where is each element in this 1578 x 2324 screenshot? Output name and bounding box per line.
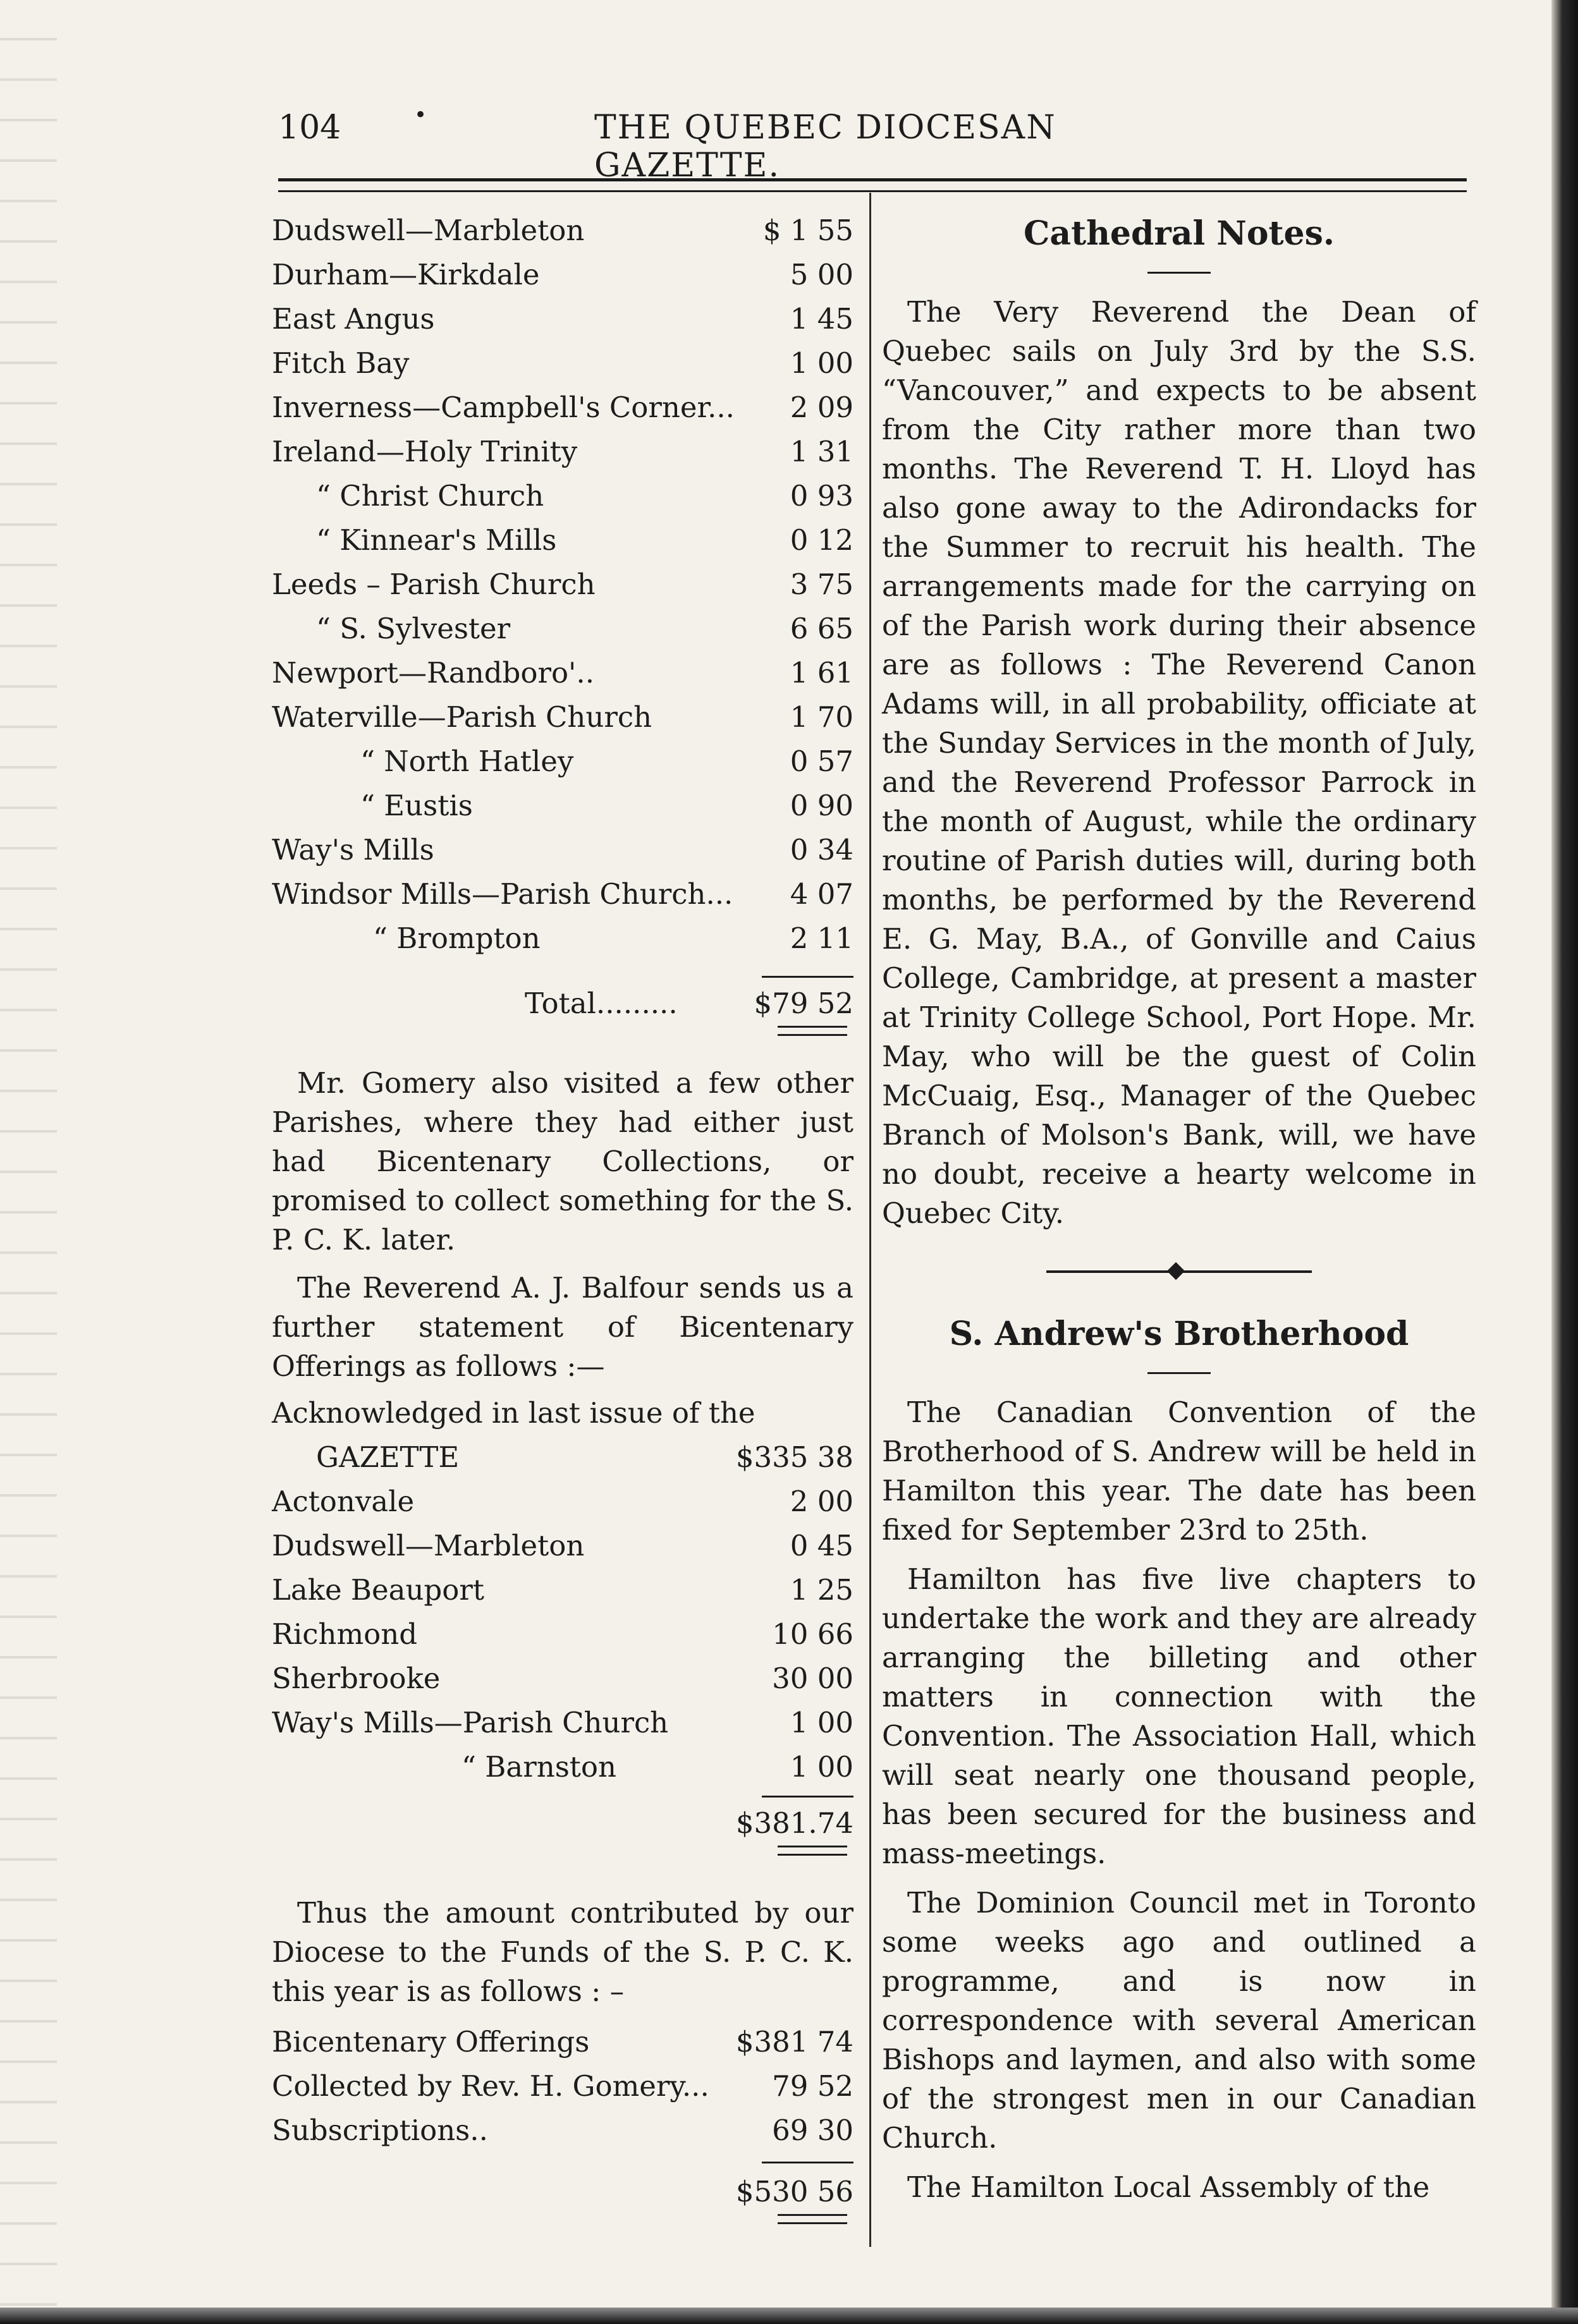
brotherhood-paragraph-1: The Canadian Convention of the Brotherhood of S. Andrew will be held in Hamilton this year. The date has been fixed for September 23rd to 25th. xyxy=(882,1396,1476,1547)
offering-row xyxy=(272,916,853,961)
grand-total-double-rule xyxy=(778,2214,847,2224)
grand-total-row xyxy=(272,2170,853,2214)
bicentenary-row xyxy=(272,1480,853,1524)
bicentenary-amount: 1 00 xyxy=(790,1706,853,1739)
brotherhood-heading: S. Andrew's Brotherhood xyxy=(949,1315,1409,1353)
bicentenary-row xyxy=(272,1568,853,1612)
summary-table xyxy=(272,2020,853,2153)
brotherhood-paragraph-4: The Hamilton Local Assembly of the xyxy=(907,2170,1430,2204)
bicentenary-amount: 1 00 xyxy=(790,1750,853,1784)
right-column xyxy=(882,209,1476,2217)
bicentenary-name: Dudswell—Marbleton xyxy=(272,1529,585,1562)
total-rule xyxy=(762,976,853,978)
grand-total-amount: $530 56 xyxy=(735,2175,853,2208)
offering-amount: 0 12 xyxy=(790,523,853,557)
offering-amount: 4 07 xyxy=(790,877,853,911)
offering-amount: 2 11 xyxy=(790,922,853,955)
offering-amount: 1 31 xyxy=(790,435,853,468)
summary-name: Bicentenary Offerings xyxy=(272,2025,590,2059)
thus-paragraph: Thus the amount contributed by our Diocese to the Funds of the S. P. C. K. this year is as follows : – xyxy=(272,1896,853,2008)
bicentenary-amount: 0 45 xyxy=(790,1529,853,1562)
offering-name: “ North Hatley xyxy=(360,745,574,778)
offering-row xyxy=(272,872,853,916)
offering-row xyxy=(272,607,853,651)
brotherhood-paragraph-3: The Dominion Council met in Toronto some weeks ago and outlined a programme, and is now in correspondence with several American Bishops and laymen, and also with some of the strongest men in our Canadian Church. xyxy=(882,1886,1476,2155)
running-title: THE QUEBEC DIOCESAN GAZETTE. xyxy=(594,109,1056,185)
cathedral-notes-text: The Very Reverend the Dean of Quebec sails on July 3rd by the S.S. “Vancouver,” and expects to be absent from the City rather more than two months. The Reverend T. H. Lloyd has also gone away to the Adirondacks for the Summer to recruit his health. The arrangements made for the carrying on of the Parish work during their absence are as follows : The Reverend Canon Adams will, in all probability, officiate at the Sunday Services in the month of July, and the Reverend Professor Parrock in the month of August, while the ordinary routine of Parish duties will, during both months, be performed by the Reverend E. G. May, B.A., of Gonville and Caius College, Cambridge, at present a master at Trinity College School, Port Hope. Mr. May, who will be the guest of Colin McCuaig, Esq., Manager of the Quebec Branch of Molson's Bank, will, we have no doubt, receive a hearty welcome in Quebec City. xyxy=(882,295,1476,1230)
total-row xyxy=(272,982,853,1026)
summary-name: Collected by Rev. H. Gomery... xyxy=(272,2069,709,2103)
offering-name: Dudswell—Marbleton xyxy=(272,214,585,247)
total-label: Total......... xyxy=(525,987,678,1020)
offering-amount: 1 61 xyxy=(790,656,853,690)
total-amount: $79 52 xyxy=(754,987,853,1020)
bicentenary-table xyxy=(272,1435,853,1789)
bicentenary-name: GAZETTE xyxy=(316,1440,460,1474)
offering-amount: 1 70 xyxy=(790,700,853,734)
offering-amount: 5 00 xyxy=(790,258,853,291)
balfour-paragraph: The Reverend A. J. Balfour sends us a further statement of Bicentenary Offerings as follows :— xyxy=(272,1271,853,1383)
offering-amount: 6 65 xyxy=(790,612,853,645)
offering-amount: 0 93 xyxy=(790,479,853,513)
offering-row xyxy=(272,828,853,872)
offering-name: “ Kinnear's Mills xyxy=(316,523,557,557)
bicentenary-name: “ Barnston xyxy=(462,1750,616,1784)
bicentenary-amount: $335 38 xyxy=(735,1440,853,1474)
printer-mark: • xyxy=(414,102,427,128)
bicentenary-amount: 30 00 xyxy=(772,1662,853,1695)
bicentenary-row xyxy=(272,1745,853,1789)
offering-name: Newport—Randboro'.. xyxy=(272,656,595,690)
bicentenary-row xyxy=(272,1612,853,1657)
offering-name: Leeds – Parish Church xyxy=(272,568,596,601)
summary-amount: 79 52 xyxy=(772,2069,853,2103)
bicentenary-name: Lake Beauport xyxy=(272,1573,484,1607)
offering-amount: 0 57 xyxy=(790,745,853,778)
offering-name: East Angus xyxy=(272,302,435,336)
section-ornament xyxy=(1046,1265,1312,1277)
offering-name: “ Christ Church xyxy=(316,479,544,513)
ornament-diamond xyxy=(1167,1262,1185,1280)
summary-row xyxy=(272,2108,853,2153)
offering-name: Waterville—Parish Church xyxy=(272,700,652,734)
offering-row xyxy=(272,297,853,341)
page-number: 104 xyxy=(278,109,341,147)
second-total-amount: $381.74 xyxy=(735,1806,853,1840)
offering-name: “ Eustis xyxy=(360,789,473,822)
scan-edge-bottom xyxy=(0,2308,1578,2324)
bicentenary-row xyxy=(272,1701,853,1745)
cathedral-heading-rule xyxy=(1147,272,1211,274)
offering-name: “ S. Sylvester xyxy=(316,612,511,645)
offering-amount: 2 09 xyxy=(790,391,853,424)
offering-name: Way's Mills xyxy=(272,833,434,867)
offering-row xyxy=(272,430,853,474)
offering-row xyxy=(272,651,853,695)
offering-name: Ireland—Holy Trinity xyxy=(272,435,578,468)
header-double-rule xyxy=(278,178,1467,192)
offering-row xyxy=(272,386,853,430)
second-total-row xyxy=(272,1801,853,1846)
offerings-table xyxy=(272,209,853,961)
offering-amount: 1 00 xyxy=(790,346,853,380)
offering-name: Durham—Kirkdale xyxy=(272,258,540,291)
offering-row xyxy=(272,784,853,828)
bicentenary-name: Sherbrooke xyxy=(272,1662,441,1695)
summary-amount: 69 30 xyxy=(772,2114,853,2147)
summary-row xyxy=(272,2020,853,2064)
brotherhood-paragraph-2: Hamilton has five live chapters to undertake the work and they are already arranging the billeting and other matters in connection with the Convention. The Association Hall, which will seat nearly one thousand people, has been secured for the business and mass-meetings. xyxy=(882,1562,1476,1870)
second-total-rule xyxy=(762,1796,853,1798)
offering-row xyxy=(272,695,853,739)
offering-row xyxy=(272,518,853,563)
offering-name: Windsor Mills—Parish Church... xyxy=(272,877,733,911)
second-total-double-rule xyxy=(778,1846,847,1856)
bicentenary-row xyxy=(272,1657,853,1701)
acknowledged-line: Acknowledged in last issue of the xyxy=(272,1396,755,1430)
total-double-rule xyxy=(778,1026,847,1036)
bicentenary-amount: 2 00 xyxy=(790,1485,853,1518)
cathedral-notes-heading: Cathedral Notes. xyxy=(1024,214,1335,253)
offering-amount: 0 34 xyxy=(790,833,853,867)
scan-edge-left xyxy=(0,0,57,2324)
bicentenary-name: Richmond xyxy=(272,1617,418,1651)
bicentenary-row xyxy=(272,1435,853,1480)
offering-row xyxy=(272,474,853,518)
brotherhood-heading-rule xyxy=(1147,1372,1211,1374)
offering-name: “ Brompton xyxy=(373,922,541,955)
offering-name: Inverness—Campbell's Corner... xyxy=(272,391,735,424)
bicentenary-name: Way's Mills—Parish Church xyxy=(272,1706,669,1739)
bicentenary-amount: 10 66 xyxy=(772,1617,853,1651)
summary-name: Subscriptions.. xyxy=(272,2114,488,2147)
summary-row xyxy=(272,2064,853,2108)
summary-amount: $381 74 xyxy=(735,2025,853,2059)
offering-row xyxy=(272,563,853,607)
gomery-paragraph: Mr. Gomery also visited a few other Parishes, where they had either just had Bicentenary Collections, or promised to collect something for the S. P. C. K. later. xyxy=(272,1066,853,1256)
offering-amount: 1 45 xyxy=(790,302,853,336)
offering-row xyxy=(272,209,853,253)
offering-row xyxy=(272,739,853,784)
bicentenary-row xyxy=(272,1524,853,1568)
grand-total-rule xyxy=(762,2162,853,2163)
offering-row xyxy=(272,253,853,297)
page-header xyxy=(278,102,1226,185)
scan-edge-right xyxy=(1551,0,1578,2324)
column-divider xyxy=(869,193,871,2247)
offering-amount: $ 1 55 xyxy=(762,214,853,247)
offering-amount: 3 75 xyxy=(790,568,853,601)
left-column xyxy=(272,209,853,2224)
bicentenary-amount: 1 25 xyxy=(790,1573,853,1607)
bicentenary-name: Actonvale xyxy=(272,1485,415,1518)
offering-name: Fitch Bay xyxy=(272,346,410,380)
offering-row xyxy=(272,341,853,386)
offering-amount: 0 90 xyxy=(790,789,853,822)
